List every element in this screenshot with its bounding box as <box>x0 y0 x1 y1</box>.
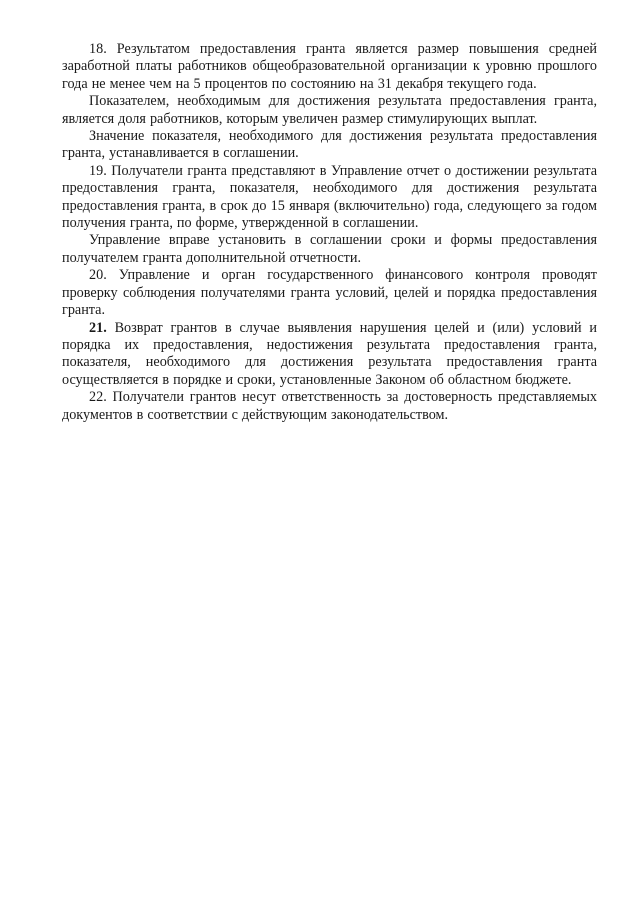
paragraph-number: 22. <box>89 389 107 406</box>
paragraph-number: 18. <box>89 41 107 57</box>
paragraph-text: Результатом предоставления гранта является размер повышения средней заработной платы работников общеобразовательной организации к уровню прошлого года не менее чем на 5 процентов по состоянию на 31 декабря текущего года. <box>62 41 597 92</box>
paragraph-number: 21. <box>89 319 107 336</box>
paragraph-indicator <box>62 93 597 128</box>
document-page <box>62 41 597 424</box>
paragraph-18 <box>62 41 597 93</box>
paragraph-19 <box>62 163 597 233</box>
paragraph-text: Управление вправе установить в соглашении сроки и формы предоставления получателем гранта дополнительной отчетности. <box>62 232 597 266</box>
paragraph-text: Получатели грантов несут ответственность за достоверность представляемых документов в соответствии с действующим законодательством. <box>62 389 597 423</box>
paragraph-22 <box>62 389 597 424</box>
paragraph-number: 19. <box>89 162 107 179</box>
paragraph-additional-reporting <box>62 232 597 267</box>
paragraph-21 <box>62 320 597 390</box>
paragraph-text: Получатели гранта представляют в Управление отчет о достижении результата предоставления гранта, показателя, необходимого для достижения результата предоставления гранта, в срок до 15 января (включительно) года, следующего за годом получения гранта, по форме, утвержденной в соглашении. <box>62 162 597 232</box>
paragraph-text: Значение показателя, необходимого для достижения результата предоставления гранта, устанавливается в соглашении. <box>62 128 597 162</box>
paragraph-20 <box>62 267 597 319</box>
paragraph-text: Показателем, необходимым для достижения результата предоставления гранта, является доля работников, которым увеличен размер стимулирующих выплат. <box>62 93 597 127</box>
paragraph-number: 20. <box>89 267 107 284</box>
paragraph-text: Управление и орган государственного финансового контроля проводят проверку соблюдения получателями гранта условий, целей и порядка предоставления гранта. <box>62 267 597 319</box>
paragraph-text: Возврат грантов в случае выявления нарушения целей и (или) условий и порядка их предоставления, недостижения результата предоставления гранта, показателя, необходимого для достижения результата предоставления гранта осуществляется в порядке и сроки, установленные Законом об областном бюджете. <box>62 319 597 388</box>
paragraph-indicator-value <box>62 128 597 163</box>
